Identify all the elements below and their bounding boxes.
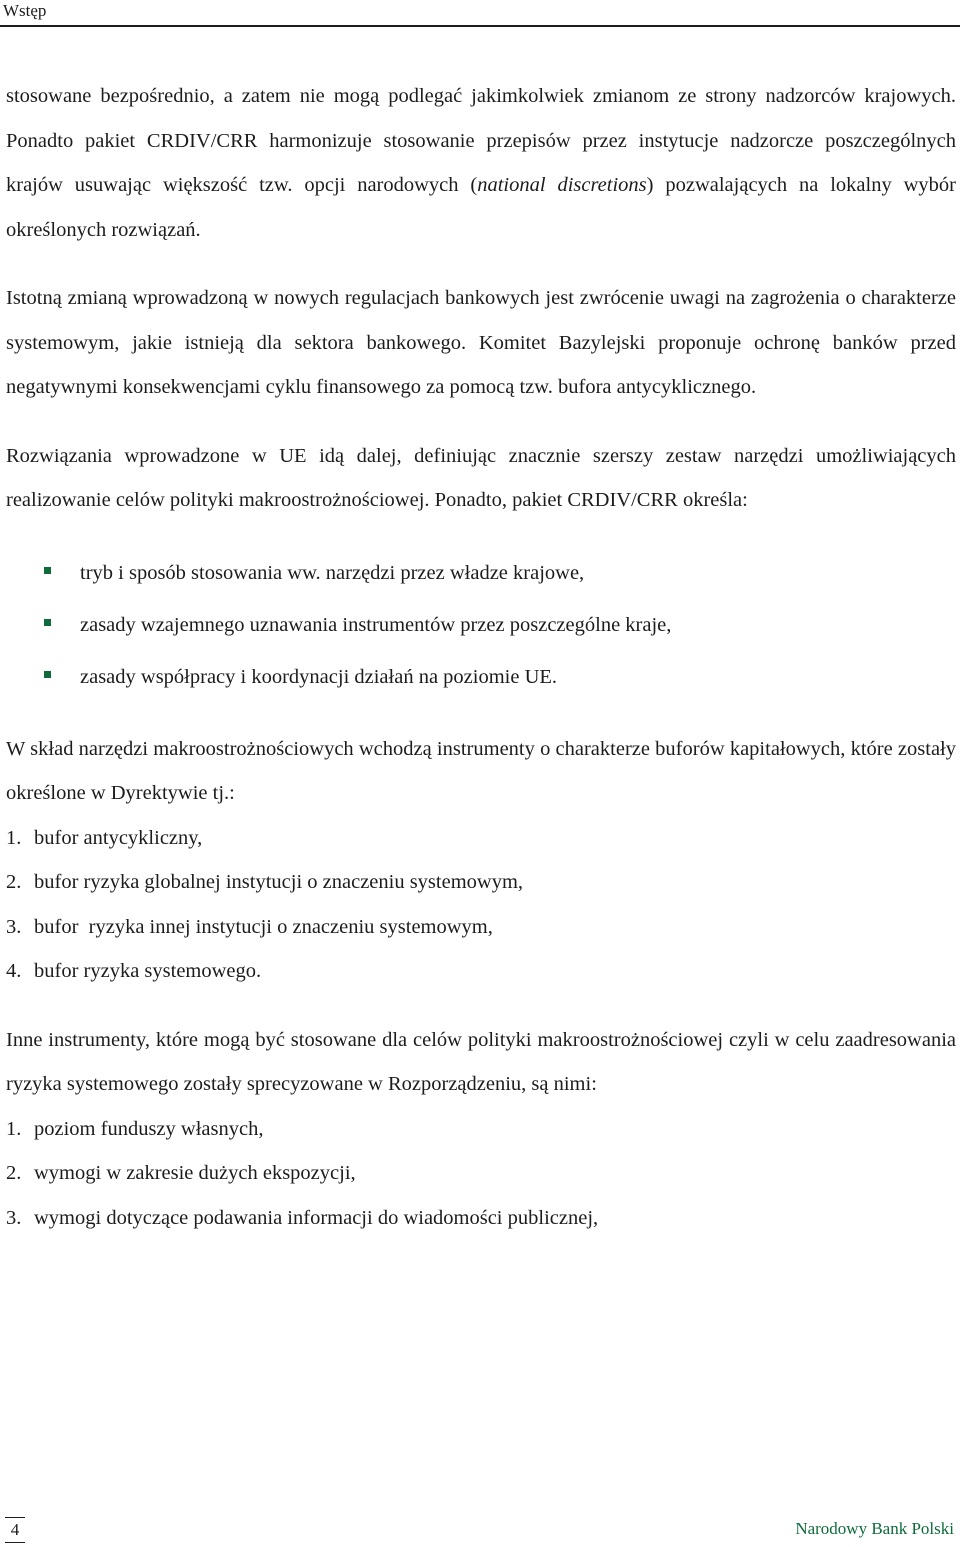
list-item-text: bufor ryzyka globalnej instytucji o znaczeniu systemowym, [34, 871, 524, 893]
paragraph-other-instruments: Inne instrumenty, które mogą być stosowane dla celów polityki makroostrożnościowej czyli w celu zaadresowania ryzyka systemowego zostały sprecyzowane w Rozporządzeniu, są nimi: [6, 1028, 956, 1095]
page-number-underline [5, 1542, 25, 1543]
list-item [6, 547, 956, 599]
list-number: 4. [6, 960, 22, 982]
document-body [6, 74, 956, 1240]
paragraph-systemic-risk: Istotną zmianą wprowadzoną w nowych regulacjach bankowych jest zwrócenie uwagi na zagrożenia o charakterze systemowym, jakie istnieją dla sektora bankowego. Komitet Bazylejski proponuje ochronę banków przed negatywnymi konsekwencjami cyklu finansowego za pomocą tzw. bufora antycyklicznego. [6, 287, 956, 398]
list-number: 2. [6, 871, 22, 893]
paragraph-text: stosowane bezpośrednio, a zatem nie mogą podlegać jakimkolwiek zmianom ze strony nadzorców krajowych. Ponadto pakiet CRDIV/CRR harmonizuje stosowanie przepisów przez instytucje nadzorcze poszczególnych krajów usuwając większość tzw. opcji narodowych ( [6, 85, 956, 196]
list-number: 3. [6, 1206, 22, 1229]
footer-brand: Narodowy Bank Polski [795, 1519, 954, 1538]
paragraph-capital-buffers: W skład narzędzi makroostrożnościowych wchodzą instrumenty o charakterze buforów kapitałowych, które zostały określone w Dyrektywie tj.: [6, 737, 956, 804]
list-number: 2. [6, 1162, 22, 1184]
list-item-text: tryb i sposób stosowania ww. narzędzi przez władze krajowe, [80, 561, 585, 584]
list-item [6, 599, 956, 651]
other-instruments-numbered-list [6, 1107, 956, 1241]
square-bullet-icon [44, 671, 51, 678]
paragraph-eu-solutions: Rozwiązania wprowadzone w UE idą dalej, definiując znacznie szerszy zestaw narzędzi umożliwiających realizowanie celów polityki makroostrożnościowej. Ponadto, pakiet CRDIV/CRR określa: [6, 444, 956, 511]
list-item-text: bufor ryzyka innej instytucji o znaczeniu systemowym, [34, 915, 493, 938]
buffers-numbered-list [6, 816, 956, 994]
list-number: 1. [6, 826, 22, 849]
list-item [6, 905, 956, 950]
paragraph-text: ) pozwalających na lokalny wybór określonych rozwiązań. [6, 174, 956, 241]
list-item-text: poziom funduszy własnych, [34, 1117, 264, 1140]
page-number-rule [5, 1517, 25, 1518]
list-item [6, 1107, 956, 1152]
list-item-text: zasady współpracy i koordynacji działań na poziomie UE. [80, 665, 558, 688]
list-item [6, 651, 956, 703]
list-item [6, 860, 956, 905]
list-item-text: bufor ryzyka systemowego. [34, 960, 262, 982]
list-number: 3. [6, 915, 22, 938]
running-header [0, 0, 960, 28]
header-title: Wstęp [3, 1, 47, 20]
list-item [6, 1151, 956, 1196]
paragraph-crdiv-harmonization [6, 74, 956, 252]
bullet-list [6, 547, 956, 703]
list-item [6, 949, 956, 994]
header-rule [0, 25, 960, 27]
list-number: 1. [6, 1117, 22, 1140]
list-item-text: wymogi dotyczące podawania informacji do wiadomości publicznej, [34, 1206, 599, 1229]
list-item-text: wymogi w zakresie dużych ekspozycji, [34, 1162, 356, 1184]
list-item-text: zasady wzajemnego uznawania instrumentów przez poszczególne kraje, [80, 613, 672, 636]
list-item [6, 1196, 956, 1241]
list-item-text: bufor antycykliczny, [34, 826, 203, 849]
list-item [6, 816, 956, 861]
italic-term: national discretions [477, 174, 647, 196]
page-number: 4 [10, 1520, 20, 1539]
square-bullet-icon [44, 619, 51, 626]
square-bullet-icon [44, 567, 51, 574]
